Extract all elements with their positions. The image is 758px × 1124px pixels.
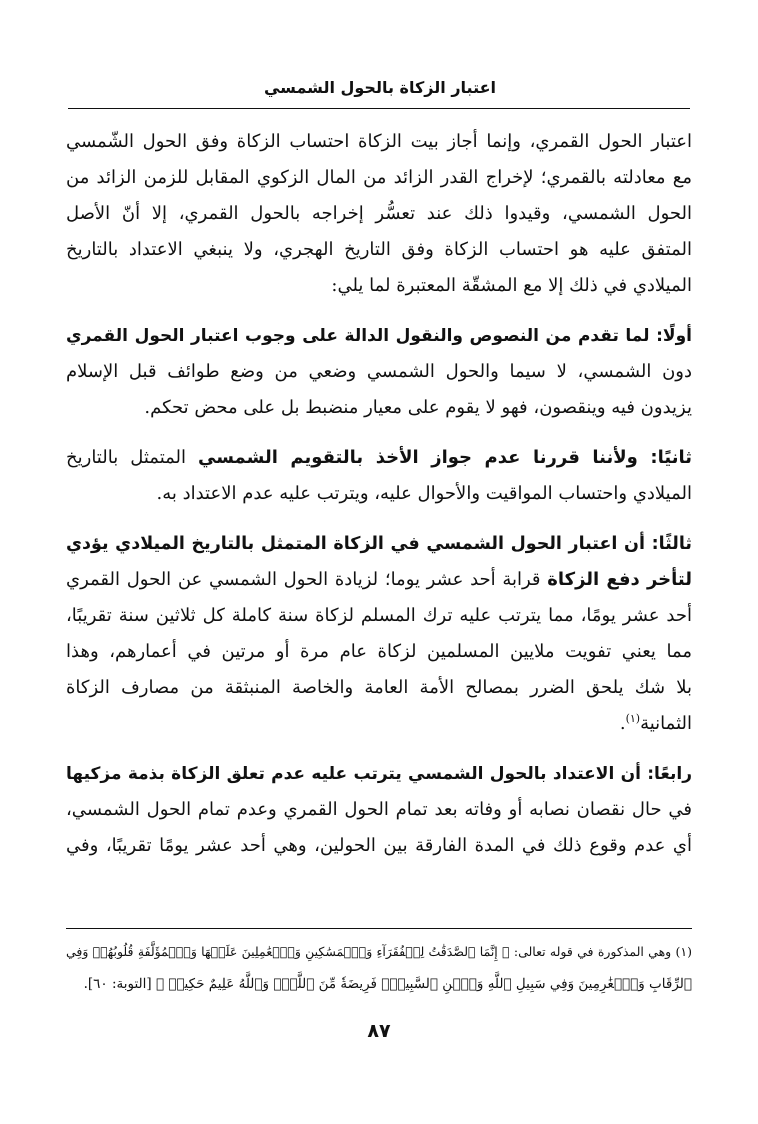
footnote-line: ٱلرِّقَابِ وَٱلۡغَٰرِمِينَ وَفِي سَبِيلِ ٱللَّهِ وَٱبۡنِ ٱلسَّبِيلِۖ فَرِيضَةٗ مِّنَ ٱللَّهِۗ وَٱللَّهُ عَلِيمٌ حَكِيمٞ ﴾ [التوبة: ٦٠]. bbox=[83, 976, 692, 992]
text-line: دون الشمسي، لا سيما والحول الشمسي وضعي من وضع طوائف قبل الإسلام bbox=[66, 361, 692, 382]
text-line: اعتبار الحول القمري، وإنما أجاز بيت الزكاة احتساب الزكاة وفق الحول الشّمسي bbox=[66, 131, 692, 152]
text-line: بلا شك يلحق الضرر بمصالح الأمة العامة والخاصة المنبثقة من مصارف الزكاة bbox=[66, 677, 692, 698]
text-line: الميلادي في ذلك إلا مع المشقّة المعتبرة لما يلي: bbox=[331, 275, 692, 296]
main-text bbox=[66, 124, 692, 864]
page-number: ٨٧ bbox=[367, 1020, 391, 1042]
point-3-second-rest: قرابة أحد عشر يوما؛ لزيادة الحول الشمسي عن الحول القمري bbox=[66, 569, 548, 590]
final-word: الثمانية bbox=[640, 713, 692, 734]
text-line: مع معادلته بالقمري؛ لإخراج القدر الزائد من المال الزكوي المقابل للزمن الزائد من bbox=[66, 167, 692, 188]
header-rule bbox=[68, 108, 690, 109]
point-3-heading-cont: لتأخر دفع الزكاة bbox=[547, 569, 692, 590]
footnote-line: (١) وهي المذكورة في قوله تعالى: ﴿ إِنَّمَا ٱلصَّدَقَٰتُ لِلۡفُقَرَآءِ وَٱلۡمَسَٰكِينِ وَٱلۡعَٰمِلِينَ عَلَيۡهَا وَٱلۡمُؤَلَّفَةِ قُلُوبُهُمۡ وَفِي bbox=[66, 944, 692, 959]
text-line: الحول الشمسي، وقيدوا ذلك عند تعسُّر إخراجه بالحول القمري، إلا أنّ الأصل bbox=[66, 203, 692, 224]
text-line: أي عدم وقوع ذلك في المدة الفارقة بين الحولين، وهي أحد عشر يومًا تقريبًا، وفي bbox=[66, 835, 692, 856]
point-3-heading: ثالثًا: أن اعتبار الحول الشمسي في الزكاة المتمثل بالتاريخ الميلادي يؤدي bbox=[66, 534, 692, 554]
text-line: في حال نقصان نصابه أو وفاته بعد تمام الحول القمري وعدم تمام الحول الشمسي، bbox=[66, 799, 692, 820]
footnote bbox=[66, 936, 692, 1000]
text-line: مما يعني تفويت ملايين المسلمين لزكاة عام مرة أو مرتين في أعمارهم، وهذا bbox=[66, 641, 692, 662]
text-line: أحد عشر يومًا، مما يترتب عليه ترك المسلم لزكاة سنة كاملة كل ثلاثين سنة تقريبًا، bbox=[66, 605, 692, 626]
text-line: المتفق عليه هو احتساب الزكاة وفق التاريخ الهجري، ولا ينبغي الاعتداد بالتاريخ bbox=[66, 239, 692, 260]
footnote-reference[interactable]: (١) bbox=[625, 712, 641, 725]
text-line: الميلادي واحتساب المواقيت والأحوال عليه، ويترتب عليه عدم الاعتداد به. bbox=[156, 483, 692, 504]
text-line-final bbox=[66, 706, 692, 742]
footnote-rule bbox=[66, 928, 692, 929]
point-2-heading: ثانيًا: ولأننا قررنا عدم جواز الأخذ بالتقويم الشمسي bbox=[198, 447, 693, 468]
point-1-heading: أولًا: لما تقدم من النصوص والنقول الدالة على وجوب اعتبار الحول القمري bbox=[66, 326, 692, 346]
final-punct: . bbox=[619, 713, 626, 734]
point-4-heading: رابعًا: أن الاعتداد بالحول الشمسي يترتب عليه عدم تعلق الزكاة بذمة مزكيها bbox=[66, 764, 692, 784]
point-2-heading-rest: المتمثل بالتاريخ bbox=[66, 447, 199, 468]
running-head: اعتبار الزكاة بالحول الشمسي bbox=[263, 78, 497, 97]
point-3-second-line bbox=[66, 562, 692, 598]
point-2-heading-line bbox=[66, 440, 692, 476]
text-line: يزيدون فيه وينقصون، فهو لا يقوم على معيار منضبط بل على محض تحكم. bbox=[144, 397, 692, 418]
